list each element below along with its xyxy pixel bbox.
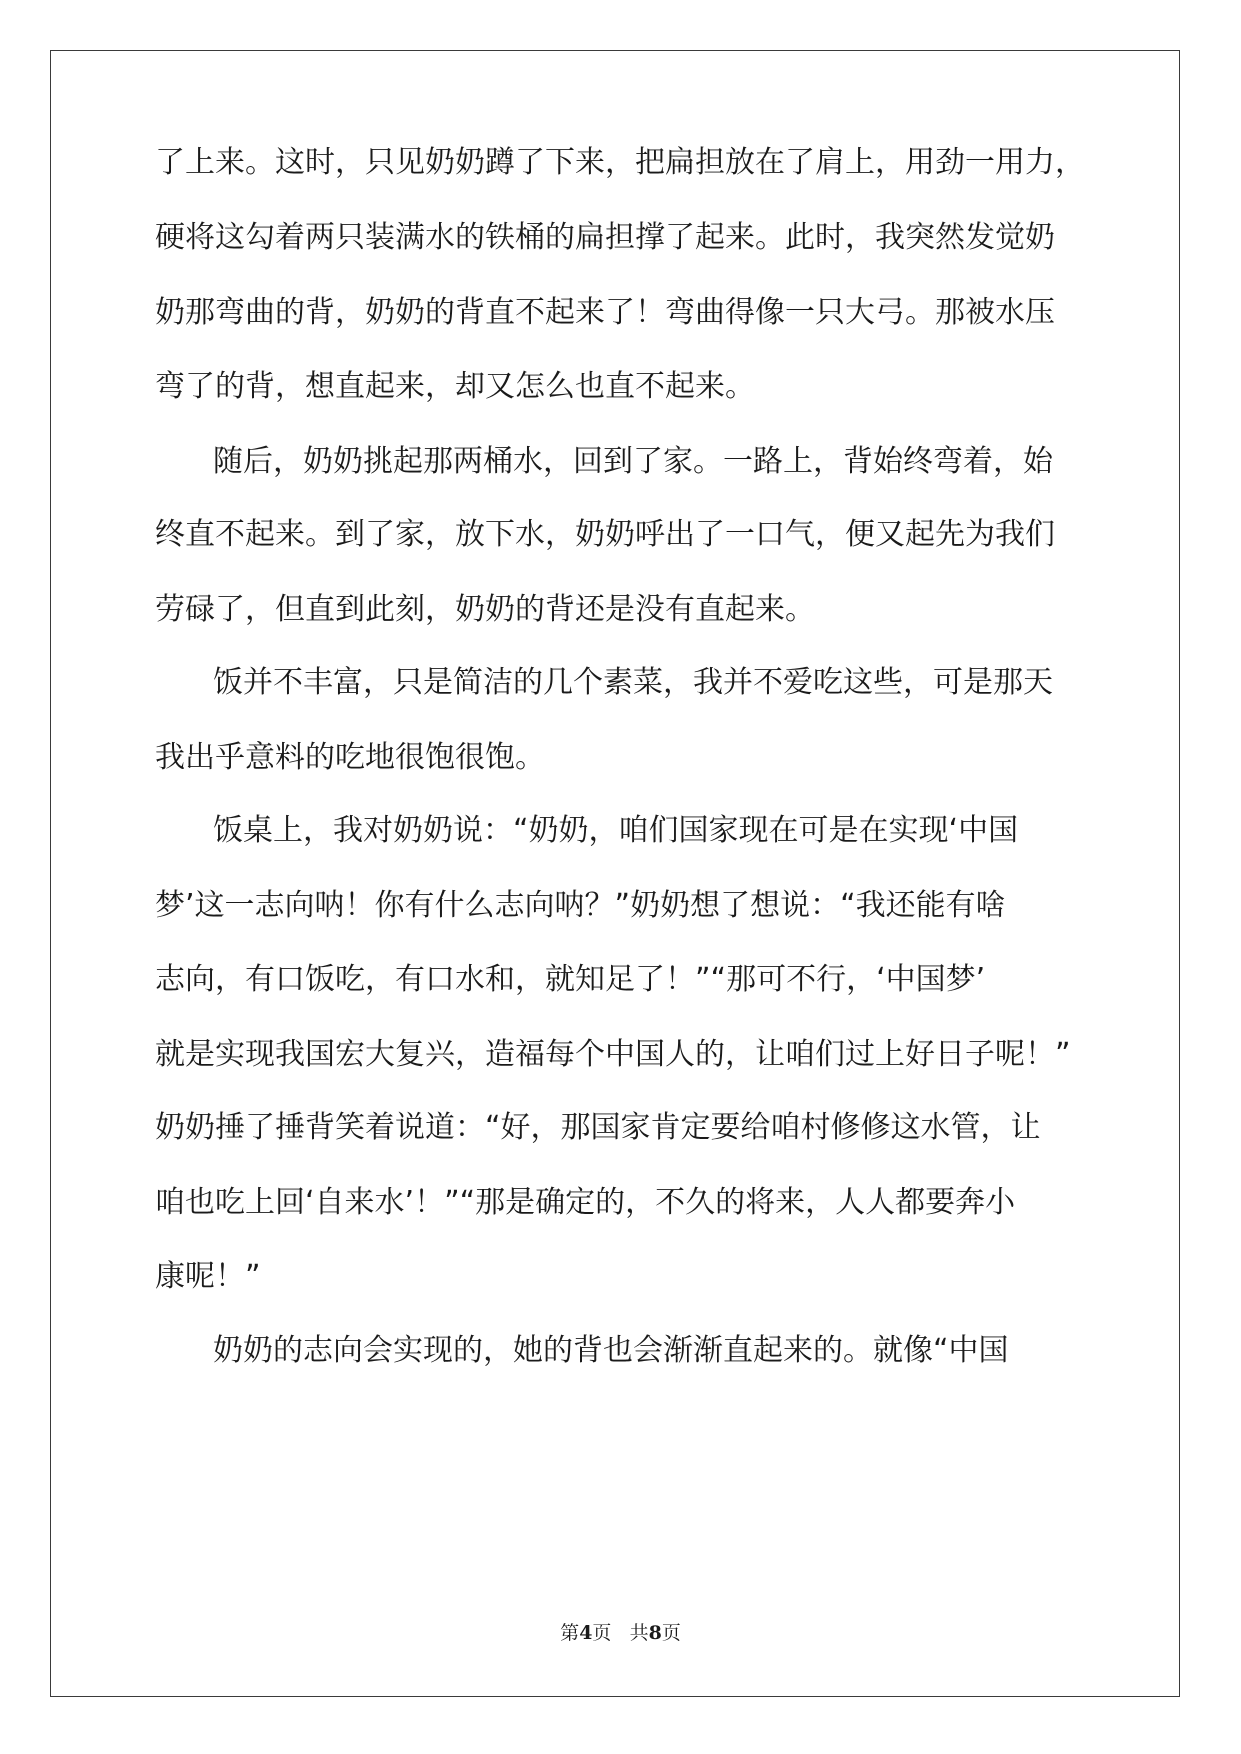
footer-total-unit: 页 [661,1622,681,1644]
text-line: 随后，奶奶挑起那两桶水，回到了家。一路上，背始终弯着，始 [213,444,1053,479]
text-line: 奶奶的志向会实现的，她的背也会渐渐直起来的。就像“中国 [213,1333,1009,1368]
text-line: 就是实现我国宏大复兴，造福每个中国人的，让咱们过上好日子呢！” [155,1037,1071,1072]
text-line: 奶奶捶了捶背笑着说道：“好，那国家肯定要给咱村修修这水管，让 [155,1110,1041,1145]
text-line: 饭并不丰富，只是简洁的几个素菜，我并不爱吃这些，可是那天 [213,665,1053,700]
text-line: 弯了的背，想直起来，却又怎么也直不起来。 [155,369,755,404]
text-line: 志向，有口饭吃，有口水和，就知足了！”“那可不行，‘中国梦’ [155,962,986,997]
text-line: 饭桌上，我对奶奶说：“奶奶，咱们国家现在可是在实现‘中国 [213,813,1019,848]
footer-page-number: 4 [579,1622,593,1644]
footer-page-unit: 页 [592,1622,612,1644]
text-line: 终直不起来。到了家，放下水，奶奶呼出了一口气，便又起先为我们 [155,517,1055,552]
text-line: 梦’这一志向呐！你有什么志向呐？”奶奶想了想说：“我还能有啥 [155,888,1006,923]
text-line: 奶那弯曲的背，奶奶的背直不起来了！弯曲得像一只大弓。那被水压 [155,295,1055,330]
text-line: 咱也吃上回‘自来水’！”“那是确定的，不久的将来，人人都要奔小 [155,1185,1016,1220]
footer-prefix: 第 [560,1622,580,1644]
page-footer [0,1618,1241,1645]
footer-total-pages: 8 [648,1622,662,1644]
text-line: 了上来。这时，只见奶奶蹲了下来，把扁担放在了肩上，用劲一用力， [155,145,1085,180]
footer-total-prefix: 共 [629,1622,649,1644]
text-line: 硬将这勾着两只装满水的铁桶的扁担撑了起来。此时，我突然发觉奶 [155,220,1055,255]
text-line: 我出乎意料的吃地很饱很饱。 [155,740,545,775]
text-line: 康呢！” [155,1259,261,1294]
text-line: 劳碌了，但直到此刻，奶奶的背还是没有直起来。 [155,592,815,627]
